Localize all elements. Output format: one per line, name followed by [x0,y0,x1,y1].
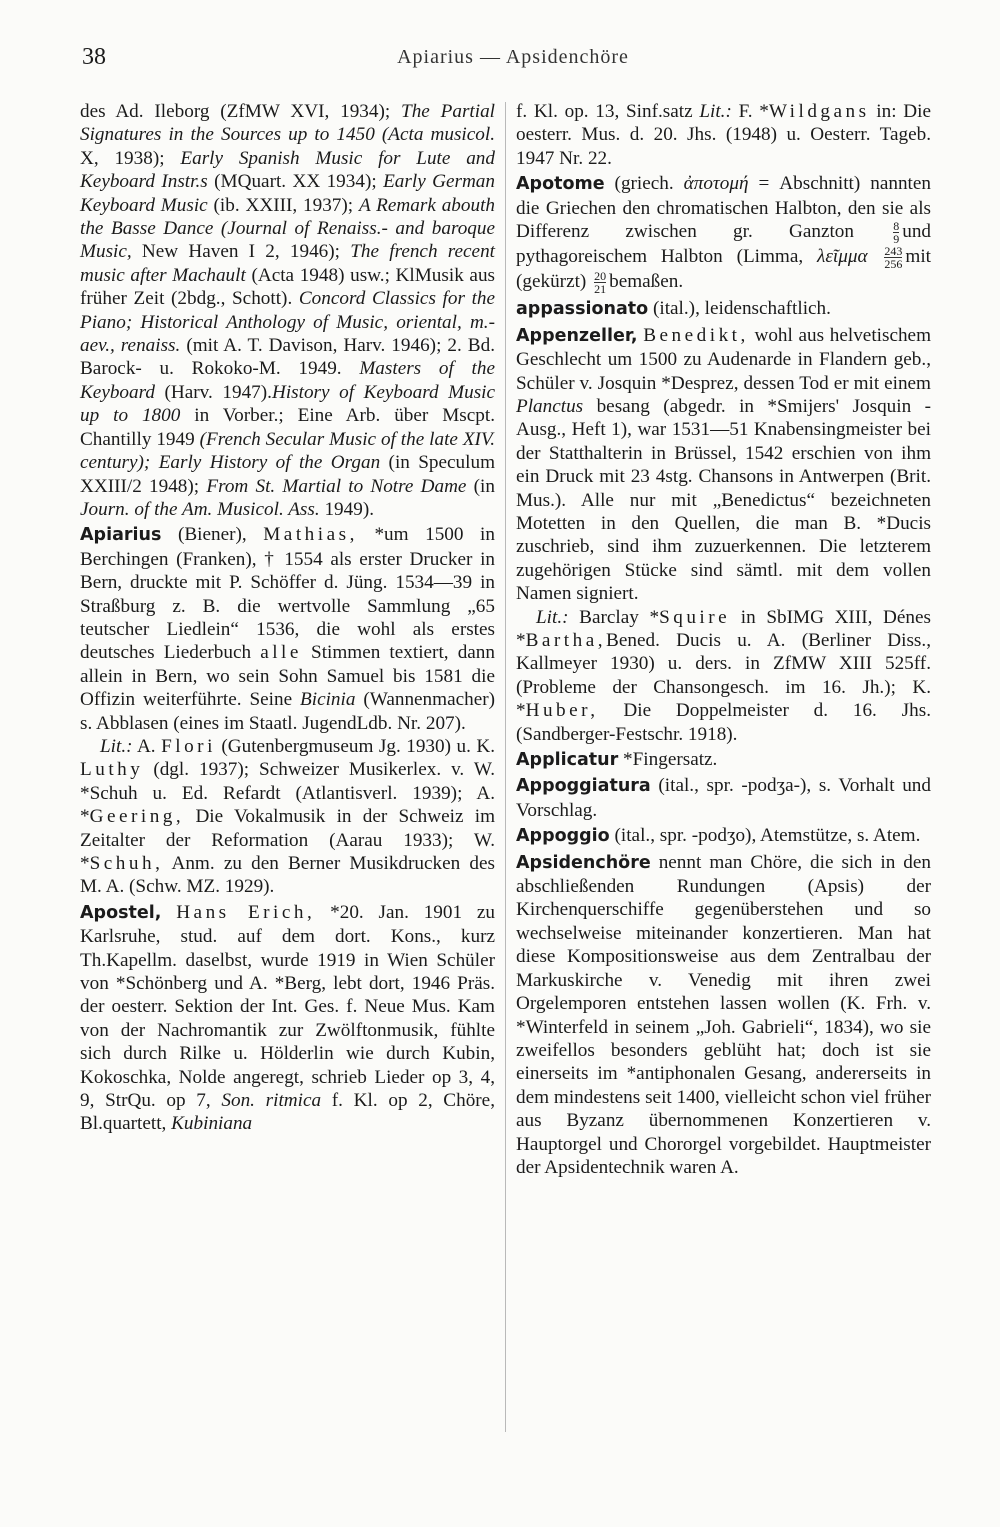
text: (in [466,475,495,497]
spaced-name: Huber, [525,700,599,722]
text: New Haven I 2, 1946); [131,241,351,263]
headword: Apostel, [80,902,162,923]
text: (ital.), leidenschaftlich. [648,298,831,320]
text: nennt man Chöre, die sich in den abschließenden Rundungen (Apsis) der Kirchenquerschiffe gegenüberstehen und so wechselweise miteinander konzertieren. Man hat diese Kompositionsweise aus dem Zentralbau der Markuskirche v. Venedig mit ihren zwei Orgelemporen entstehen lassen wollen (K. Frh. v. *Winterfeld in seinem „Joh. Gabrieli“, 1834), wo sie zweifellos besonders geblüht hat; doch ist sie einerseits im *antiphonalen Gesang, andererseits in dem mindestens seit 1400, vielleicht schon viel früher aus Byzanz übernommenen Konzertieren v. Hauptorgel und Chororgel vorgebildet. Hauptmeister der Apsidentechnik waren A. [516,851,931,1178]
text: des Ad. Ileborg (ZfMW XVI, 1934); [80,101,402,122]
headword: Applicatur [516,750,619,771]
entry-appoggio [516,824,931,848]
numerator: 20 [594,269,607,284]
headword: Apiarius [80,525,162,546]
text: f. Kl. op 2, Chöre, Bl.quartett, [80,1090,495,1135]
text: (mit A. T. Davison, Harv. 1946); 2. Bd. Barock- u. Rokoko-M. 1949. [80,335,495,380]
entry-apsidenchoere [516,851,931,1180]
spaced-word: alle [260,642,302,664]
text: (ital., spr. -podʒa-), s. Vorhalt und Vorschlag. [516,775,931,821]
denominator: 21 [594,282,607,297]
text: Anm. zu den Berner Musikdrucken des M. A. (Schw. MZ. 1929). [80,853,495,898]
text: (Harv. 1947). [154,381,272,403]
numerator: 8 [893,219,900,234]
title-italic: From St. Martial to Notre Dame [206,475,467,497]
text: (dgl. 1937); Schweizer Musikerlex. v. W. *Schuh u. Ed. Refardt (Atlantisverl. 1939); A. * [80,759,495,828]
running-head: Apiarius — Apsidenchöre [397,46,629,68]
text: (ital., spr. -podʒo), Atemstütze, s. Atem. [609,825,921,847]
text: F. * [731,101,769,122]
headword: Apsidenchöre [516,852,651,873]
title-italic: The french recent music after Machault [80,241,495,286]
text: (in Speculum XXIII/2 1948); [80,452,495,497]
text: f. Kl. op. 13, Sinf.satz [516,101,700,122]
entry-applicatur [516,748,931,772]
spaced-name: Benedikt, [643,324,749,346]
text: mit (gekürzt) [516,246,931,293]
text: wohl aus helvetischem Geschlecht um 1500 zu Audenarde in Flandern geb., Schüler v. Josquin *Desprez, dessen Tod er mit einem [516,324,931,394]
entry-continuation-right [516,100,931,170]
spaced-name: Luthy [80,759,144,781]
title-italic: Kubiniana [171,1113,253,1135]
headword: Appoggiatura [516,776,651,797]
entry-continuation [80,100,495,521]
entry-appoggiatura [516,774,931,822]
text: X, 1938); [80,147,181,169]
literature-appenzeller [516,606,931,746]
lit-label: Lit.: [100,735,133,757]
text: (Biener), [161,524,264,546]
text: Die Vokalmusik in der Schweiz im Zeitalter der Reformation (Aarau 1933); W. * [80,806,495,874]
title-italic: The Partial Signatures in the Sources up to 1450 (Acta musicol. [80,101,495,146]
text: bemaßen. [609,271,684,293]
spaced-name: Bartha, [525,630,607,651]
text: in: Die oesterr. Mus. d. 20. Jhs. (1948) u. Oesterr. Tageb. 1947 Nr. 22. [516,101,931,169]
text: und pythagoreischem Halbton (Limma, [516,221,931,268]
title-italic: History of Keyboard Music up to 1800 [80,381,496,427]
denominator: 9 [893,232,900,247]
left-column [80,100,495,1136]
title-italic: Early Spanish Music for Lute and Keyboard Instr.s [80,147,495,193]
text: = Abschnitt) nannten die Griechen den chromatischen Halbton, den sie als Differenz zwischen gr. Ganzton [516,173,931,243]
headword: Appoggio [516,826,610,847]
text: A. [132,735,162,757]
spaced-name: Hans Erich, [176,901,316,923]
spaced-name: Flori [161,735,216,757]
title-italic: Journ. of the Am. Musicol. Ass. [80,498,320,520]
entry-appassionato [516,297,931,321]
text: Barclay * [568,606,660,628]
title-italic: Bicinia [300,689,356,711]
spaced-name: Geering, [89,806,185,828]
denominator: 256 [884,257,903,272]
fraction-8-9 [893,220,899,245]
title-italic: Planctus [516,395,584,417]
title-italic: Son. ritmica [221,1090,322,1112]
text: 1949). [319,498,375,520]
text: Bened. Ducis u. A. (Berliner Diss., Kallmeyer 1930) u. ders. in ZfMW XIII 525ff. (Probleme der Chansongesch. im 16. Jh.); K. * [516,630,931,722]
entry-apotome [516,172,931,295]
text: (Wannenmacher) s. Abblasen (eines im Staatl. JugendLdb. Nr. 207). [80,689,496,734]
fraction-243-256 [884,245,902,270]
text: *um 1500 in Berchingen (Franken), † 1554 als erster Drucker in Bern, druckte mit P. Schöffer d. Jüng. 1534—39 in Straßburg z. B. die wertvolle Sammlung „65 teutscher Liedlein“ 1536, die wohl als erstes deutsches Liederbuch [80,524,495,664]
spaced-name: Schuh, [89,853,164,874]
title-italic: Masters of the Keyboard [80,358,495,403]
text: *Fingersatz. [618,749,718,771]
numerator: 243 [884,244,903,259]
title-italic: (French Secular Music of the late XIV. century); Early History of the Organ [80,428,495,474]
headword: appassionato [516,299,649,320]
greek-term: λεῖμμα [817,246,868,268]
text: (ib. XXIII, 1937); [207,194,359,216]
headword: Apotome [516,174,605,195]
title-italic: A Remark abouth the Basse Dance (Journal of Renaiss.- and baroque Music, [80,194,495,263]
text: *20. Jan. 1901 zu Karlsruhe, stud. auf dem dort. Kons., kurz Th.Kapellm. daselbst, wurde 1919 in Wien Schüler von *Schönberg und A. *Berg, lebt dort, 1946 Präs. der oesterr. Sektion der Int. Ges. f. Neue Mus. Kam von der Nachromantik zur Zwölftonmusik, fühlte sich durch Rilke u. Hölderlin wie durch Kubin, Kokoschka, Nolde angeregt, schrieb Lieder op 3, 4, 9, StrQu. op 7, [80,901,495,1112]
text: Die Doppelmeister d. 16. Jhs. (Sandberger-Festschr. 1918). [516,700,931,745]
column-divider [505,102,506,1432]
fraction-20-21 [594,270,606,295]
text: (griech. [604,173,684,195]
page-header [82,44,944,78]
text: (Acta 1948) usw.; KlMusik aus früher Zeit (2bdg., Schott). [80,264,496,310]
spaced-name: Mathias, [263,524,358,546]
entry-apiarius [80,523,495,735]
text: in Vorber.; Eine Arb. über Mscpt. Chantilly 1949 [80,405,495,450]
text: in SbIMG XIII, Dénes * [516,606,931,651]
entry-apostel [80,901,495,1136]
spaced-name: Squire [659,606,731,628]
headword: Appenzeller, [516,325,638,346]
lit-label: Lit.: [699,101,732,122]
title-italic: Early German Keyboard Music [80,171,495,216]
text: Stimmen textiert, dann allein in Bern, wo sein Sohn Samuel bis 1581 die Offizin weiterführte. Seine [80,642,495,711]
literature-apiarius [80,735,495,899]
spaced-name: Wildgans [768,101,870,122]
greek-term: ἀποτομή [683,173,749,195]
text: (MQuart. XX 1934); [207,171,384,193]
text: (Gutenbergmuseum Jg. 1930) u. K. [215,735,495,757]
page-number: 38 [82,44,106,70]
entry-appenzeller [516,324,931,606]
right-column [516,100,931,1179]
text: besang (abgedr. in *Smijers' Josquin - Ausg., Heft 1), war 1531—51 Knabensingmeister bei der Statthalterin in Brüssel, 1542 erschien von ihm ein Druck mit 23 4stg. Chansons in Antwerpen (Brit. Mus.). Alle nur mit „Benedictus“ bezeichneten Motetten in den Quellen, die man B. *Ducis zuschrieb, sind ihm zuzuerkennen. Die letzterem zugehörigen Stücke sind sämtl. mit dem vollen Namen signiert. [516,395,931,605]
lit-label: Lit.: [536,606,569,628]
title-italic: Concord Classics for the Piano; Historical Anthology of Music, oriental, m.-aev., renaiss. [80,288,496,357]
